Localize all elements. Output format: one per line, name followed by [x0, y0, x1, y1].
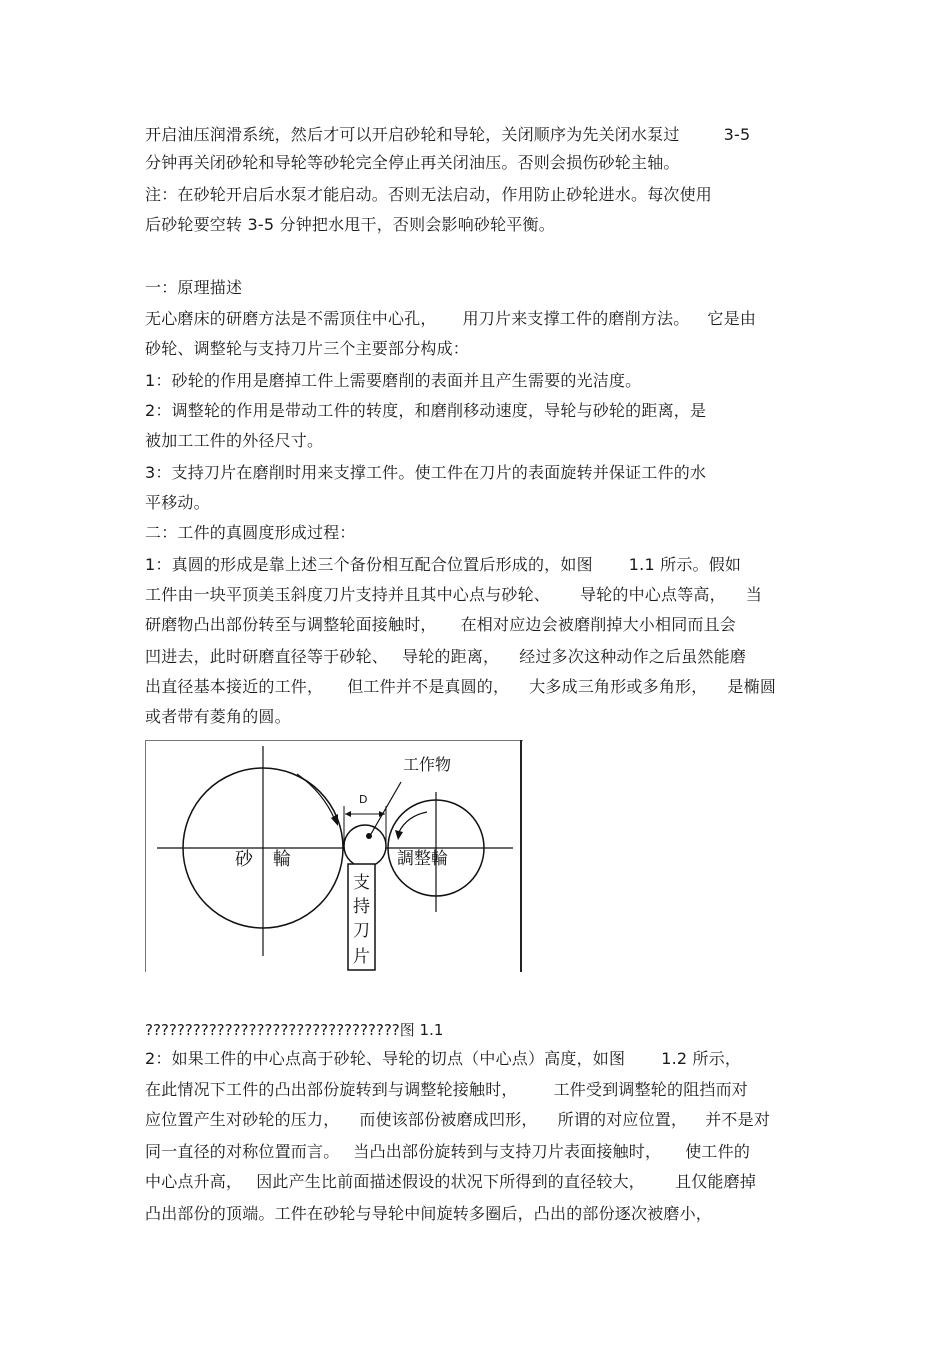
intro-line-2: 分钟再关闭砂轮和导轮等砂轮完全停止再关闭油压。否则会损伤砂轮主轴。: [145, 153, 680, 172]
text-segment: 应位置产生对砂轮的压力，: [145, 1110, 340, 1129]
label-rest-2: 持: [353, 897, 370, 917]
paragraph-line: [145, 1109, 810, 1131]
text-segment: 1.1 所示。假如: [628, 555, 742, 574]
text-segment: 当凸出部份旋转到与支持刀片表面接触时，: [353, 1142, 662, 1161]
text-segment: 1.2 所示，: [661, 1049, 742, 1068]
arrow-head-icon: [345, 811, 351, 817]
paragraph-line: [145, 1079, 810, 1101]
text-segment: 出直径基本接近的工件，: [145, 677, 324, 696]
text-segment: 它是由: [707, 309, 757, 328]
paragraph-line: [145, 1048, 810, 1070]
label-workpiece: 工作物: [403, 755, 452, 774]
paragraph-line: [145, 584, 810, 606]
paragraph-line: [145, 614, 810, 636]
text-segment: 中心点升高，: [145, 1172, 243, 1191]
text-segment: 工件由一块平顶美玉斜度刀片支持并且其中心点与砂轮、: [145, 585, 551, 604]
label-rest-1: 支: [353, 873, 370, 893]
text-segment: 是椭圆: [727, 677, 777, 696]
intro-line-1: [145, 124, 810, 146]
list-item: 3：支持刀片在磨削时用来支撑工件。使工件在刀片的表面旋转并保证工件的水: [145, 463, 707, 482]
paragraph-line: [145, 1171, 810, 1193]
workpiece-circle: [344, 825, 386, 867]
text-segment: 经过多次这种动作之后虽然能磨: [519, 647, 747, 666]
text-segment: 工件受到调整轮的阻挡而对: [553, 1080, 749, 1099]
paragraph-line: 砂轮、调整轮与支持刀片三个主要部分构成：: [145, 339, 470, 358]
text-segment: 1：真圆的形成是靠上述三个备份相互配合位置后形成的，如图: [145, 555, 593, 574]
paragraph-line: 或者带有菱角的圆。: [145, 707, 291, 726]
section-heading: 二：工件的真圆度形成过程：: [145, 523, 356, 542]
paragraph-line: 凸出部份的顶端。工件在砂轮与导轮中间旋转多圈后，凸出的部份逐次被磨小，: [145, 1204, 713, 1223]
label-rest-4: 片: [353, 947, 370, 967]
list-item-continuation: 被加工工件的外径尺寸。: [145, 431, 324, 450]
text-segment: 导轮的中心点等高，: [580, 585, 726, 604]
text-segment: 且仅能磨掉: [675, 1172, 757, 1191]
paragraph-line: [145, 308, 810, 330]
intro-note-line-1: 注：在砂轮开启后水泵才能启动。否则无法启动，作用防止砂轮进水。每次使用: [145, 185, 713, 204]
paragraph-line: [145, 1141, 810, 1163]
section-heading: 一：原理描述: [145, 278, 243, 297]
label-regulating-wheel: 調整輪: [397, 849, 448, 869]
text-segment: 用刀片来支撑工件的磨削方法。: [462, 309, 690, 328]
list-item-continuation: 平移动。: [145, 493, 210, 512]
grinding-diagram: [145, 740, 523, 972]
text-segment: 研磨物凸出部份转至与调整轮面接触时，: [145, 615, 437, 634]
text-segment: 大多成三角形或多角形，: [529, 677, 708, 696]
label-rest-3: 刀: [353, 921, 370, 941]
text-segment: 当: [745, 585, 763, 604]
text-segment: 无心磨床的研磨方法是不需顶住中心孔，: [145, 309, 437, 328]
label-grinding-wheel-2: 輪: [273, 849, 291, 870]
centerless-grinding-figure: [145, 740, 523, 972]
label-d: D: [359, 793, 368, 806]
text-segment: 2：如果工件的中心点高于砂轮、导轮的切点（中心点）高度，如图: [145, 1049, 626, 1068]
text-segment: 使工件的: [685, 1142, 751, 1161]
text-segment: 因此产生比前面描述假设的状况下所得到的直径较大，: [256, 1172, 646, 1191]
text-segment: 所谓的对应位置，: [557, 1110, 688, 1129]
label-grinding-wheel-1: 砂: [235, 849, 253, 870]
paragraph-line: [145, 646, 810, 668]
text-segment: 导轮的距离，: [402, 647, 500, 666]
paragraph-line: [145, 676, 810, 698]
regulating-wheel-rotation-arrow: [399, 812, 427, 832]
grinding-wheel-rotation-arrow: [297, 774, 335, 820]
text-segment: 同一直径的对称位置而言。: [145, 1142, 340, 1161]
intro-text: 开启油压润滑系统，然后才可以开启砂轮和导轮，关闭顺序为先关闭水泵过: [145, 125, 680, 144]
figure-caption: ????????????????????????????????图 1.1: [145, 1021, 444, 1039]
intro-text: 3-5: [723, 125, 751, 144]
list-item: 1：砂轮的作用是磨掉工件上需要磨削的表面并且产生需要的光洁度。: [145, 371, 642, 390]
paragraph-line: [145, 554, 810, 576]
text-segment: 在此情况下工件的凸出部份旋转到与调整轮接触时，: [145, 1080, 518, 1099]
arrow-head-icon: [331, 814, 338, 826]
text-segment: 凹进去，此时研磨直径等于砂轮、: [145, 647, 389, 666]
text-segment: 但工件并不是真圆的，: [347, 677, 510, 696]
text-segment: 在相对应边会被磨削掉大小相同而且会: [460, 615, 737, 634]
text-segment: 并不是对: [705, 1110, 771, 1129]
intro-note-line-2: 后砂轮要空转 3-5 分钟把水甩干，否则会影响砂轮平衡。: [145, 215, 555, 234]
list-item: 2：调整轮的作用是带动工件的转度，和磨削移动速度，导轮与砂轮的距离，是: [145, 401, 707, 420]
arrow-head-icon: [395, 830, 403, 840]
text-segment: 而使该部份被磨成凹形，: [359, 1110, 538, 1129]
